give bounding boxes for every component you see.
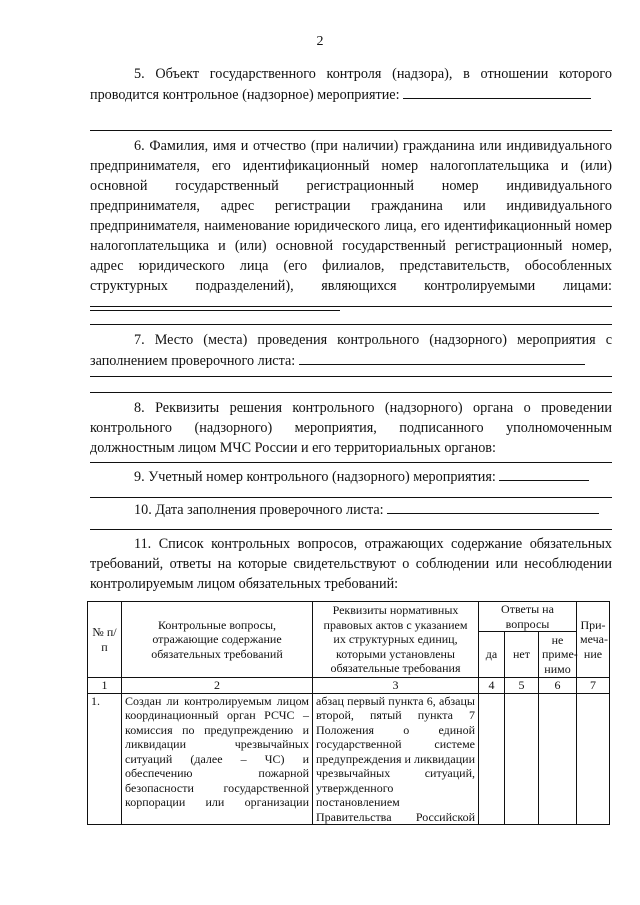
fill-line[interactable] xyxy=(90,529,612,530)
col-number: 7 xyxy=(577,678,610,694)
table-row xyxy=(88,693,610,825)
col-number: 3 xyxy=(313,678,479,694)
item-10-fill-line[interactable] xyxy=(387,499,599,514)
row-number: 1. xyxy=(88,693,122,825)
item-10-text: 10. Дата заполнения проверочного листа: xyxy=(134,502,384,518)
column-number-row xyxy=(88,678,610,694)
fill-line[interactable] xyxy=(90,306,612,307)
item-9-text: 9. Учетный номер контрольного (надзорного) мероприятия: xyxy=(134,469,496,485)
col-number: 6 xyxy=(539,678,577,694)
item-5-text: 5. Объект государственного контроля (надзора), в отношении которого проводится контрольное (надзорное) мероприятие: xyxy=(90,66,612,103)
item-5-fill-line[interactable] xyxy=(403,84,591,99)
item-6-paragraph xyxy=(90,136,612,317)
item-11-text: 11. Список контрольных вопросов, отражающих содержание обязательных требований, ответы на которые свидетельствуют о соблюдении или несоблюдении контролируемым лицом обязательных требований: xyxy=(90,536,612,592)
page-number: 2 xyxy=(316,34,324,49)
answer-yes-cell[interactable] xyxy=(479,693,505,825)
notes-cell[interactable] xyxy=(577,693,610,825)
col-number: 5 xyxy=(505,678,539,694)
item-9-paragraph xyxy=(90,466,612,487)
header-na: не приме-нимо xyxy=(539,632,577,678)
item-6-text: 6. Фамилия, имя и отчество (при наличии) гражданина или индивидуального предпринимателя, его идентификационный номер налогоплательщика и (или) основной государственный регистрационный номер индивидуального предпринимателя, адрес регистрации гражданина или индивидуального предпринимателя, наименование юридического лица, его идентификационный номер налогоплательщика и (или) основной государственный регистрационный номер, адрес юридического лица (его филиалов, представительств, обособленных структурных подразделений), являющихся контролируемыми лицами: xyxy=(90,138,612,294)
header-num: № п/п xyxy=(88,602,122,678)
item-8-paragraph xyxy=(90,398,612,458)
header-yes: да xyxy=(479,632,505,678)
item-11-paragraph xyxy=(90,534,612,594)
header-questions: Контрольные вопросы, отражающие содержание обязательных требований xyxy=(122,602,313,678)
header-notes: При-меча-ние xyxy=(577,602,610,678)
fill-line[interactable] xyxy=(90,392,612,393)
item-6-fill-line[interactable] xyxy=(90,296,340,311)
col-number: 1 xyxy=(88,678,122,694)
item-9-fill-line[interactable] xyxy=(499,466,589,481)
item-8-text: 8. Реквизиты решения контрольного (надзорного) органа о проведении контрольного (надзорного) мероприятия, подписанного уполномоченным должностным лицом МЧС России и его территориальных органов: xyxy=(90,400,612,456)
item-5-paragraph xyxy=(90,64,612,105)
fill-line[interactable] xyxy=(90,462,612,463)
item-7-paragraph xyxy=(90,330,612,371)
fill-line[interactable] xyxy=(90,324,612,325)
answer-na-cell[interactable] xyxy=(539,693,577,825)
item-10-paragraph xyxy=(90,499,612,520)
fill-line[interactable] xyxy=(90,497,612,498)
checklist-table xyxy=(87,601,610,825)
header-no: нет xyxy=(505,632,539,678)
col-number: 4 xyxy=(479,678,505,694)
header-acts: Реквизиты нормативных правовых актов с указанием их структурных единиц, которыми установлены обязательные требования xyxy=(313,602,479,678)
table-header-row xyxy=(88,602,610,632)
fill-line[interactable] xyxy=(90,130,612,131)
item-7-fill-line[interactable] xyxy=(299,350,585,365)
fill-line[interactable] xyxy=(90,376,612,377)
item-7-text: 7. Место (места) проведения контрольного (надзорного) мероприятия с заполнением проверочного листа: xyxy=(90,332,612,369)
row-act: абзац первый пункта 6, абзацы второй, пятый пункта 7 Положения о единой государственной системе предупреждения и ликвидации чрезвычайных ситуаций, утвержденного постановлением Правительства Российской xyxy=(313,693,479,825)
col-number: 2 xyxy=(122,678,313,694)
row-question: Создан ли контролируемым лицом координационный орган РСЧС – комиссия по предупреждению и ликвидации чрезвычайных ситуаций (далее – ЧС) и обеспечению пожарной безопасности государственной корпорации или организации xyxy=(122,693,313,825)
header-answers: Ответы на вопросы xyxy=(479,602,577,632)
answer-no-cell[interactable] xyxy=(505,693,539,825)
